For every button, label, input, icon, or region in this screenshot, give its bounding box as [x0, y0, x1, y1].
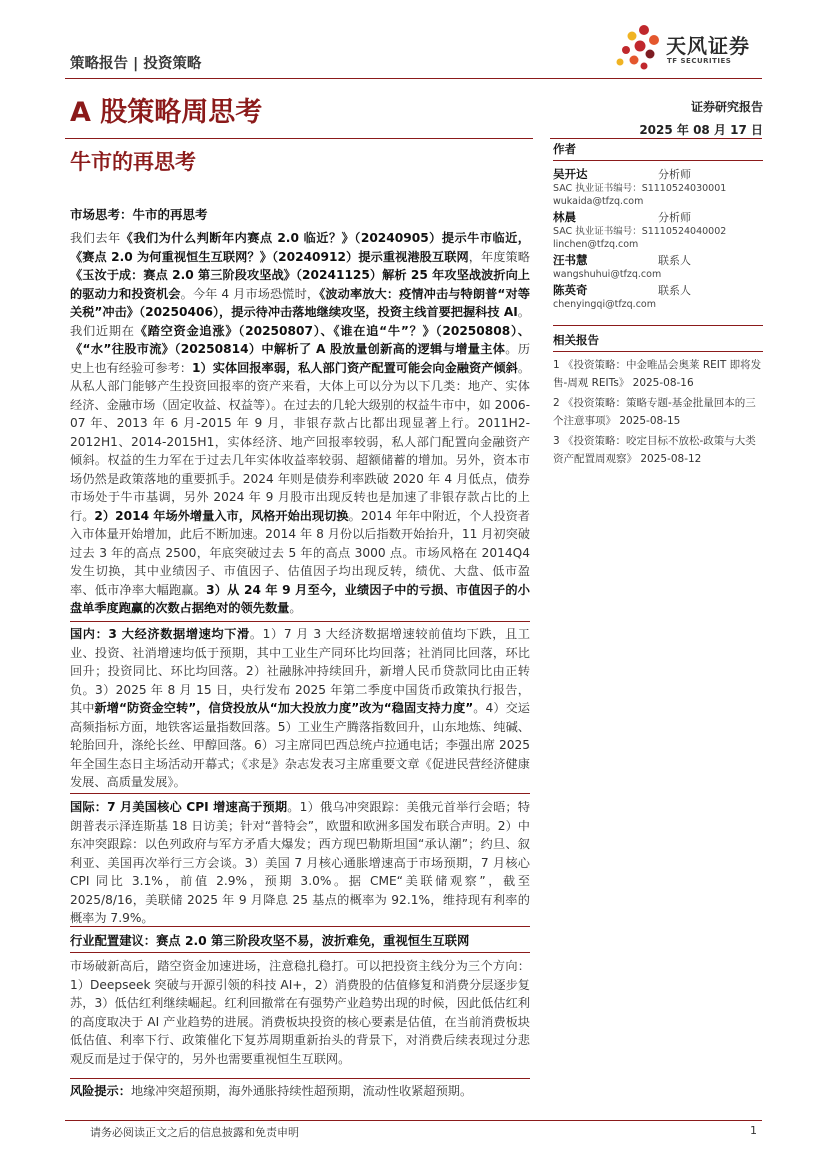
bold-text-run: 新增“防资金空转”，信贷投放从“加大投放力度”改为“稳固支持力度”	[94, 701, 474, 715]
text-run: 。1）7 月 3 大经济数据增速较前值均下跌，且工业、投资、社消增速均低于预期，其中工业生产同环比均回落；社消同比回落，环比回升；投资同比、环比均回落。2）社融脉冲持续回升，新增人民币贷款同比由正转负。3）2025 年 8 月 15 日，央行发布 2025 年第二季度中国货币政策执行报告，其中	[70, 627, 530, 715]
section-body-international	[70, 798, 530, 928]
section-divider	[70, 926, 530, 927]
author-email[interactable]: chenyingqi@tfzq.com	[553, 299, 656, 310]
author-name: 吴开达	[553, 167, 588, 181]
author-email[interactable]: wangshuhui@tfzq.com	[553, 269, 662, 280]
sidebar	[553, 141, 763, 470]
sidebar-divider	[553, 160, 763, 161]
dots-logo-icon	[612, 22, 666, 72]
bold-text-run: 国内：3 大经济数据增速均下滑	[70, 627, 250, 641]
text-run: 。今年 4 月市场恐慌时，	[180, 286, 320, 301]
paragraph	[70, 798, 530, 928]
bold-text-run: 《波动率放大：疫情冲击与特朗普“对等关税”冲击》（20250406），提示待冲击落地继续攻坚，投资主线首要把握科技 AI	[70, 286, 530, 319]
logo-brand-name: 天风证券	[666, 34, 750, 58]
logo-brand-sub: TF SECURITIES	[667, 57, 732, 65]
bold-text-run: 3）从 24 年 9 月至今，业绩因子中的亏损、市值因子的小盘单季度跑赢的次数占据绝对的领先数量	[70, 582, 530, 615]
author-role: 分析师	[658, 168, 691, 181]
sidebar-divider	[553, 351, 763, 352]
author-role: 联系人	[658, 284, 691, 297]
risk-note	[70, 1082, 530, 1101]
sidebar-divider	[553, 325, 763, 326]
bold-text-run: 《玉汝于成：赛点 2.0 第三阶段攻坚战》（20241125）解析 25 年攻坚战波折向上的驱动力和投资机会	[70, 268, 530, 301]
text-run: 。从私人部门能够产生投资回报率的资产来看，大体上可以分为以下几类：地产、实体经济、金融市场（固定收益、权益等）。在过去的几轮大级别的权益牛市中，如 2006-07 年、2013 年 6 月-2015 年 9 月，非银存款占比都出现显著上行。2011H2-2012H1、2014-2015H1，实体经济、地产回报率较弱，私人部门配置向金融资产倾斜。权益的生力军在于过去几年实体收益率较弱、超额储蓄的增加。另外，资本市场仍然是政策落地的重要抓手。2024 年则是债券利率跌破 2020 年 4 月低点，债券市场处于牛市基调，另外 2024 年 9 月股市出现反转也是加速了非银存款占比的上行。	[70, 360, 530, 523]
section-heading-industry: 行业配置建议：赛点 2.0 第三阶段攻坚不易，波折难免，重视恒生互联网	[70, 934, 470, 948]
author-card	[553, 209, 763, 251]
bold-text-run: 1）实体回报率弱，私人部门资产配置可能会向金融资产倾斜	[192, 360, 518, 375]
author-role: 分析师	[658, 211, 691, 224]
paragraph	[70, 625, 530, 792]
author-name: 汪书慧	[553, 253, 588, 267]
text-run: 。我们近期在	[70, 305, 530, 338]
title-divider	[65, 138, 533, 139]
section-body-domestic	[70, 625, 530, 792]
paragraph	[70, 229, 530, 618]
text-run: 。1）俄乌冲突跟踪：美俄元首举行会晤；特朗普表示泽连斯基 18 日访美；针对“普特会”，欧盟和欧洲多国发布联合声明。2）中东冲突跟踪：以色列政府与军方矛盾大爆发；西方现巴勒斯坦国“承认潮”；约旦、叙利亚、美国再次举行三方会谈。3）美国 7 月核心通胀增速高于市场预期，7 月核心 CPI 同比 3.1%，前值 2.9%，预期 3.0%。据 CME“美联储观察”，截至 2025/8/16，美联储 2025 年 9 月降息 25 基点的概率为 92.1%，维持现有利率的概率为 7.9%。	[70, 800, 530, 925]
footer-divider	[65, 1120, 762, 1121]
section-divider	[70, 793, 530, 794]
bold-text-run: 国际：7 月美国核心 CPI 增速高于预期	[70, 800, 288, 814]
report-subtitle: 牛市的再思考	[70, 150, 196, 174]
report-category: 策略报告 | 投资策略	[70, 56, 202, 72]
text-run: 我们去年	[70, 231, 121, 245]
related-report-link[interactable]: 1 《投资策略：中金唯品会奥莱 REIT 即将发售-周观 REITs》 2025-08-16	[553, 359, 762, 389]
text-run: 。	[289, 601, 302, 615]
bold-text-run: 2）2014 年场外增量入市，风格开始出现切换	[94, 508, 349, 523]
page-number: 1	[750, 1124, 757, 1137]
author-card	[553, 166, 763, 208]
report-date: 2025 年 08 月 17 日	[639, 123, 763, 137]
section-body-market	[70, 229, 530, 618]
footer-disclaimer[interactable]: 请务必阅读正文之后的信息披露和免责申明	[90, 1126, 299, 1139]
author-name: 陈英奇	[553, 283, 588, 297]
author-cert: SAC 执业证书编号：S1110524030001	[553, 183, 727, 194]
text-run: ，年度策略	[468, 249, 530, 264]
author-cert: SAC 执业证书编号：S1110524040002	[553, 226, 727, 237]
bold-text-run: 《我们为什么判断年内赛点 2.0 临近？》（20240905）提示牛市临近，《赛点 2.0 为何重视恒生互联网？》（20240912）提示重视港股互联网	[70, 231, 530, 264]
report-title: A 股策略周思考	[70, 97, 263, 128]
author-card	[553, 282, 763, 311]
text-run: 。2014 年年中附近，个人投资者入市体量开始增加，此后不断加速。2014 年 8 月份以后指数开始抬升，11 月初突破过去 3 年的高点 2500，年底突破过去 5 年的高点 3000 点。市场风格在 2014Q4 发生切换，其中业绩因子、市值因子、估值因子均出现反转，绩优、大盘、低市盈率、低市净率大幅跑赢。	[70, 508, 530, 597]
header-divider	[65, 78, 762, 79]
author-card	[553, 252, 763, 281]
section-divider	[70, 1078, 530, 1079]
author-email[interactable]: wukaida@tfzq.com	[553, 196, 644, 207]
author-name: 林晨	[553, 210, 576, 224]
section-divider	[70, 952, 530, 953]
authors-heading: 作者	[553, 142, 576, 156]
related-report-link[interactable]: 3 《投资策略：咬定目标不放松-政策与大类资产配置周观察》 2025-08-12	[553, 435, 756, 465]
section-body-industry	[70, 957, 530, 1068]
author-role: 联系人	[658, 254, 691, 267]
author-email[interactable]: linchen@tfzq.com	[553, 239, 639, 250]
related-report-link[interactable]: 2 《投资策略：策略专题-基金批量回本的三个注意事项》 2025-08-15	[553, 397, 756, 427]
risk-text: 地缘冲突超预期，海外通胀持续性超预期，流动性收紧超预期。	[130, 1084, 473, 1098]
bold-text-run: 《踏空资金追涨》（20250807）、《谁在追“牛”？》（20250808）、《“水”往股市流》（20250814）中解析了 A 股放量创新高的逻辑与增量主体	[70, 323, 530, 356]
text-run: 。4）交运高频指标方面，地铁客运量指数回落。5）工业生产腾落指数回升，山东地炼、纯碱、轮胎回升，涤纶长丝、甲醇回落。6）习主席同巴西总统卢拉通电话；李强出席 2025 年全国生态日主场活动开幕式；《求是》杂志发表习主席重要文章《促进民营经济健康发展、高质量发展》。	[70, 701, 530, 789]
text-run: 。历史上也有经验可参考：	[70, 342, 531, 375]
paragraph	[70, 957, 530, 1068]
text-run: 市场破新高后，踏空资金加速进场，注意稳扎稳打。可以把投资主线分为三个方向：1）Deepseek 突破与开源引领的科技 AI+，2）消费股的估值修复和消费分层逐步复苏，3）低估红利继续崛起。红利回撤常在有强势产业趋势出现的时候，因此低估红利的高度取决于 AI 产业趋势的进展。消费板块投资的核心要素是估值，在当前消费板块低估值、利率下行、政策催化下复苏周期重新抬头的背景下，对消费后续表现过分悲观反而是过于保守的，另外也需要重视恒生互联网。	[70, 959, 530, 1066]
related-heading: 相关报告	[553, 333, 599, 347]
section-heading-market: 市场思考：牛市的再思考	[70, 207, 208, 222]
risk-label: 风险提示：	[70, 1084, 131, 1098]
sidebar-top-divider	[550, 138, 762, 139]
section-divider	[70, 621, 530, 622]
report-type: 证券研究报告	[690, 100, 763, 114]
